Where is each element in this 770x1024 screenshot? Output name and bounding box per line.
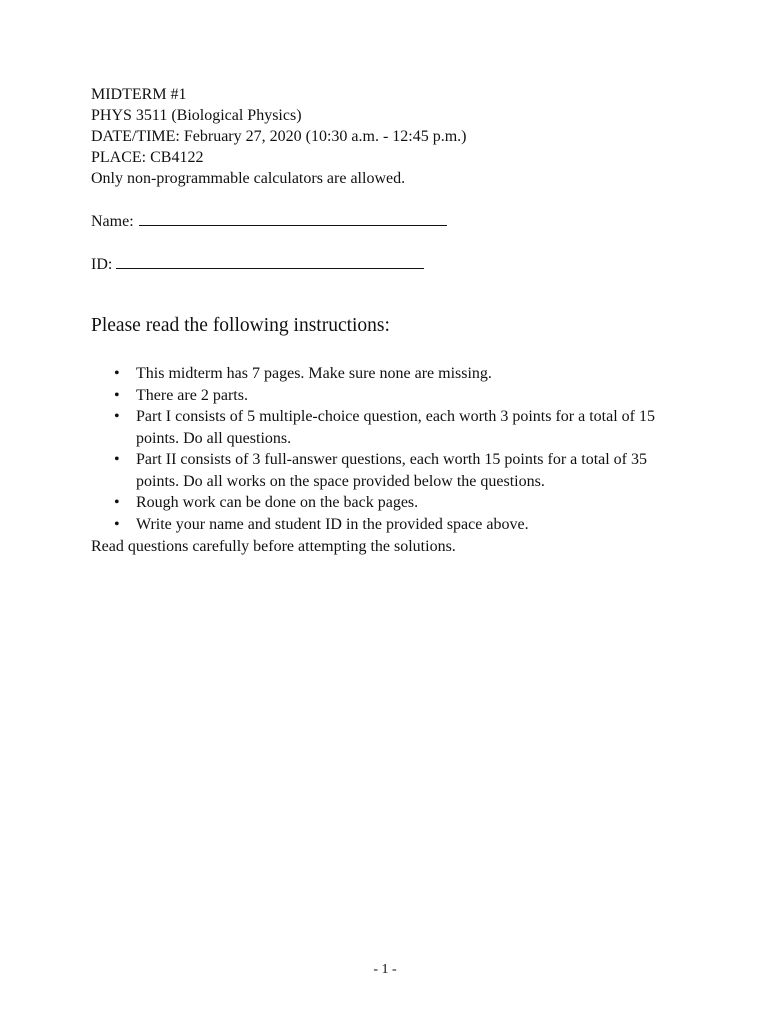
bullet-icon: • [114, 515, 120, 533]
bullet-icon: • [114, 386, 120, 404]
course-name: PHYS 3511 (Biological Physics) [91, 107, 302, 124]
name-blank-line[interactable] [139, 210, 447, 226]
list-item-text: Part I consists of 5 multiple-choice question, each worth 3 points for a total of 15 points. Do all questions. [136, 408, 655, 447]
exam-title: MIDTERM #1 [91, 86, 187, 103]
bullet-icon: • [114, 408, 120, 425]
instructions-list [91, 363, 691, 535]
page-number: - 1 - [373, 962, 397, 977]
exam-datetime: DATE/TIME: February 27, 2020 (10:30 a.m. - 12:45 p.m.) [91, 128, 467, 145]
bullet-icon: • [114, 365, 120, 382]
list-item [91, 492, 691, 514]
id-blank-line[interactable] [116, 253, 424, 269]
bullet-icon: • [114, 494, 120, 511]
list-item [91, 363, 691, 385]
list-item-text: This midterm has 7 pages. Make sure none are missing. [136, 365, 492, 382]
exam-place: PLACE: CB4122 [91, 149, 204, 166]
calculator-note: Only non-programmable calculators are allowed. [91, 170, 406, 187]
name-field [91, 210, 447, 232]
instructions-heading: Please read the following instructions: [91, 315, 390, 336]
name-label: Name: [91, 213, 134, 230]
list-item-text: Write your name and student ID in the provided space above. [136, 515, 529, 533]
id-label: ID: [91, 256, 113, 273]
closing-instruction: Read questions carefully before attempting the solutions. [91, 538, 456, 555]
id-field [91, 253, 424, 275]
list-item-text: There are 2 parts. [136, 386, 248, 404]
list-item [91, 514, 691, 536]
exam-header [91, 84, 467, 189]
list-item-text: Part II consists of 3 full-answer questions, each worth 15 points for a total of 35 points. Do all works on the space provided below the questions. [136, 451, 648, 490]
bullet-icon: • [114, 451, 120, 468]
list-item-text: Rough work can be done on the back pages. [136, 494, 419, 511]
list-item [91, 406, 691, 449]
list-item [91, 449, 691, 492]
list-item [91, 385, 691, 407]
